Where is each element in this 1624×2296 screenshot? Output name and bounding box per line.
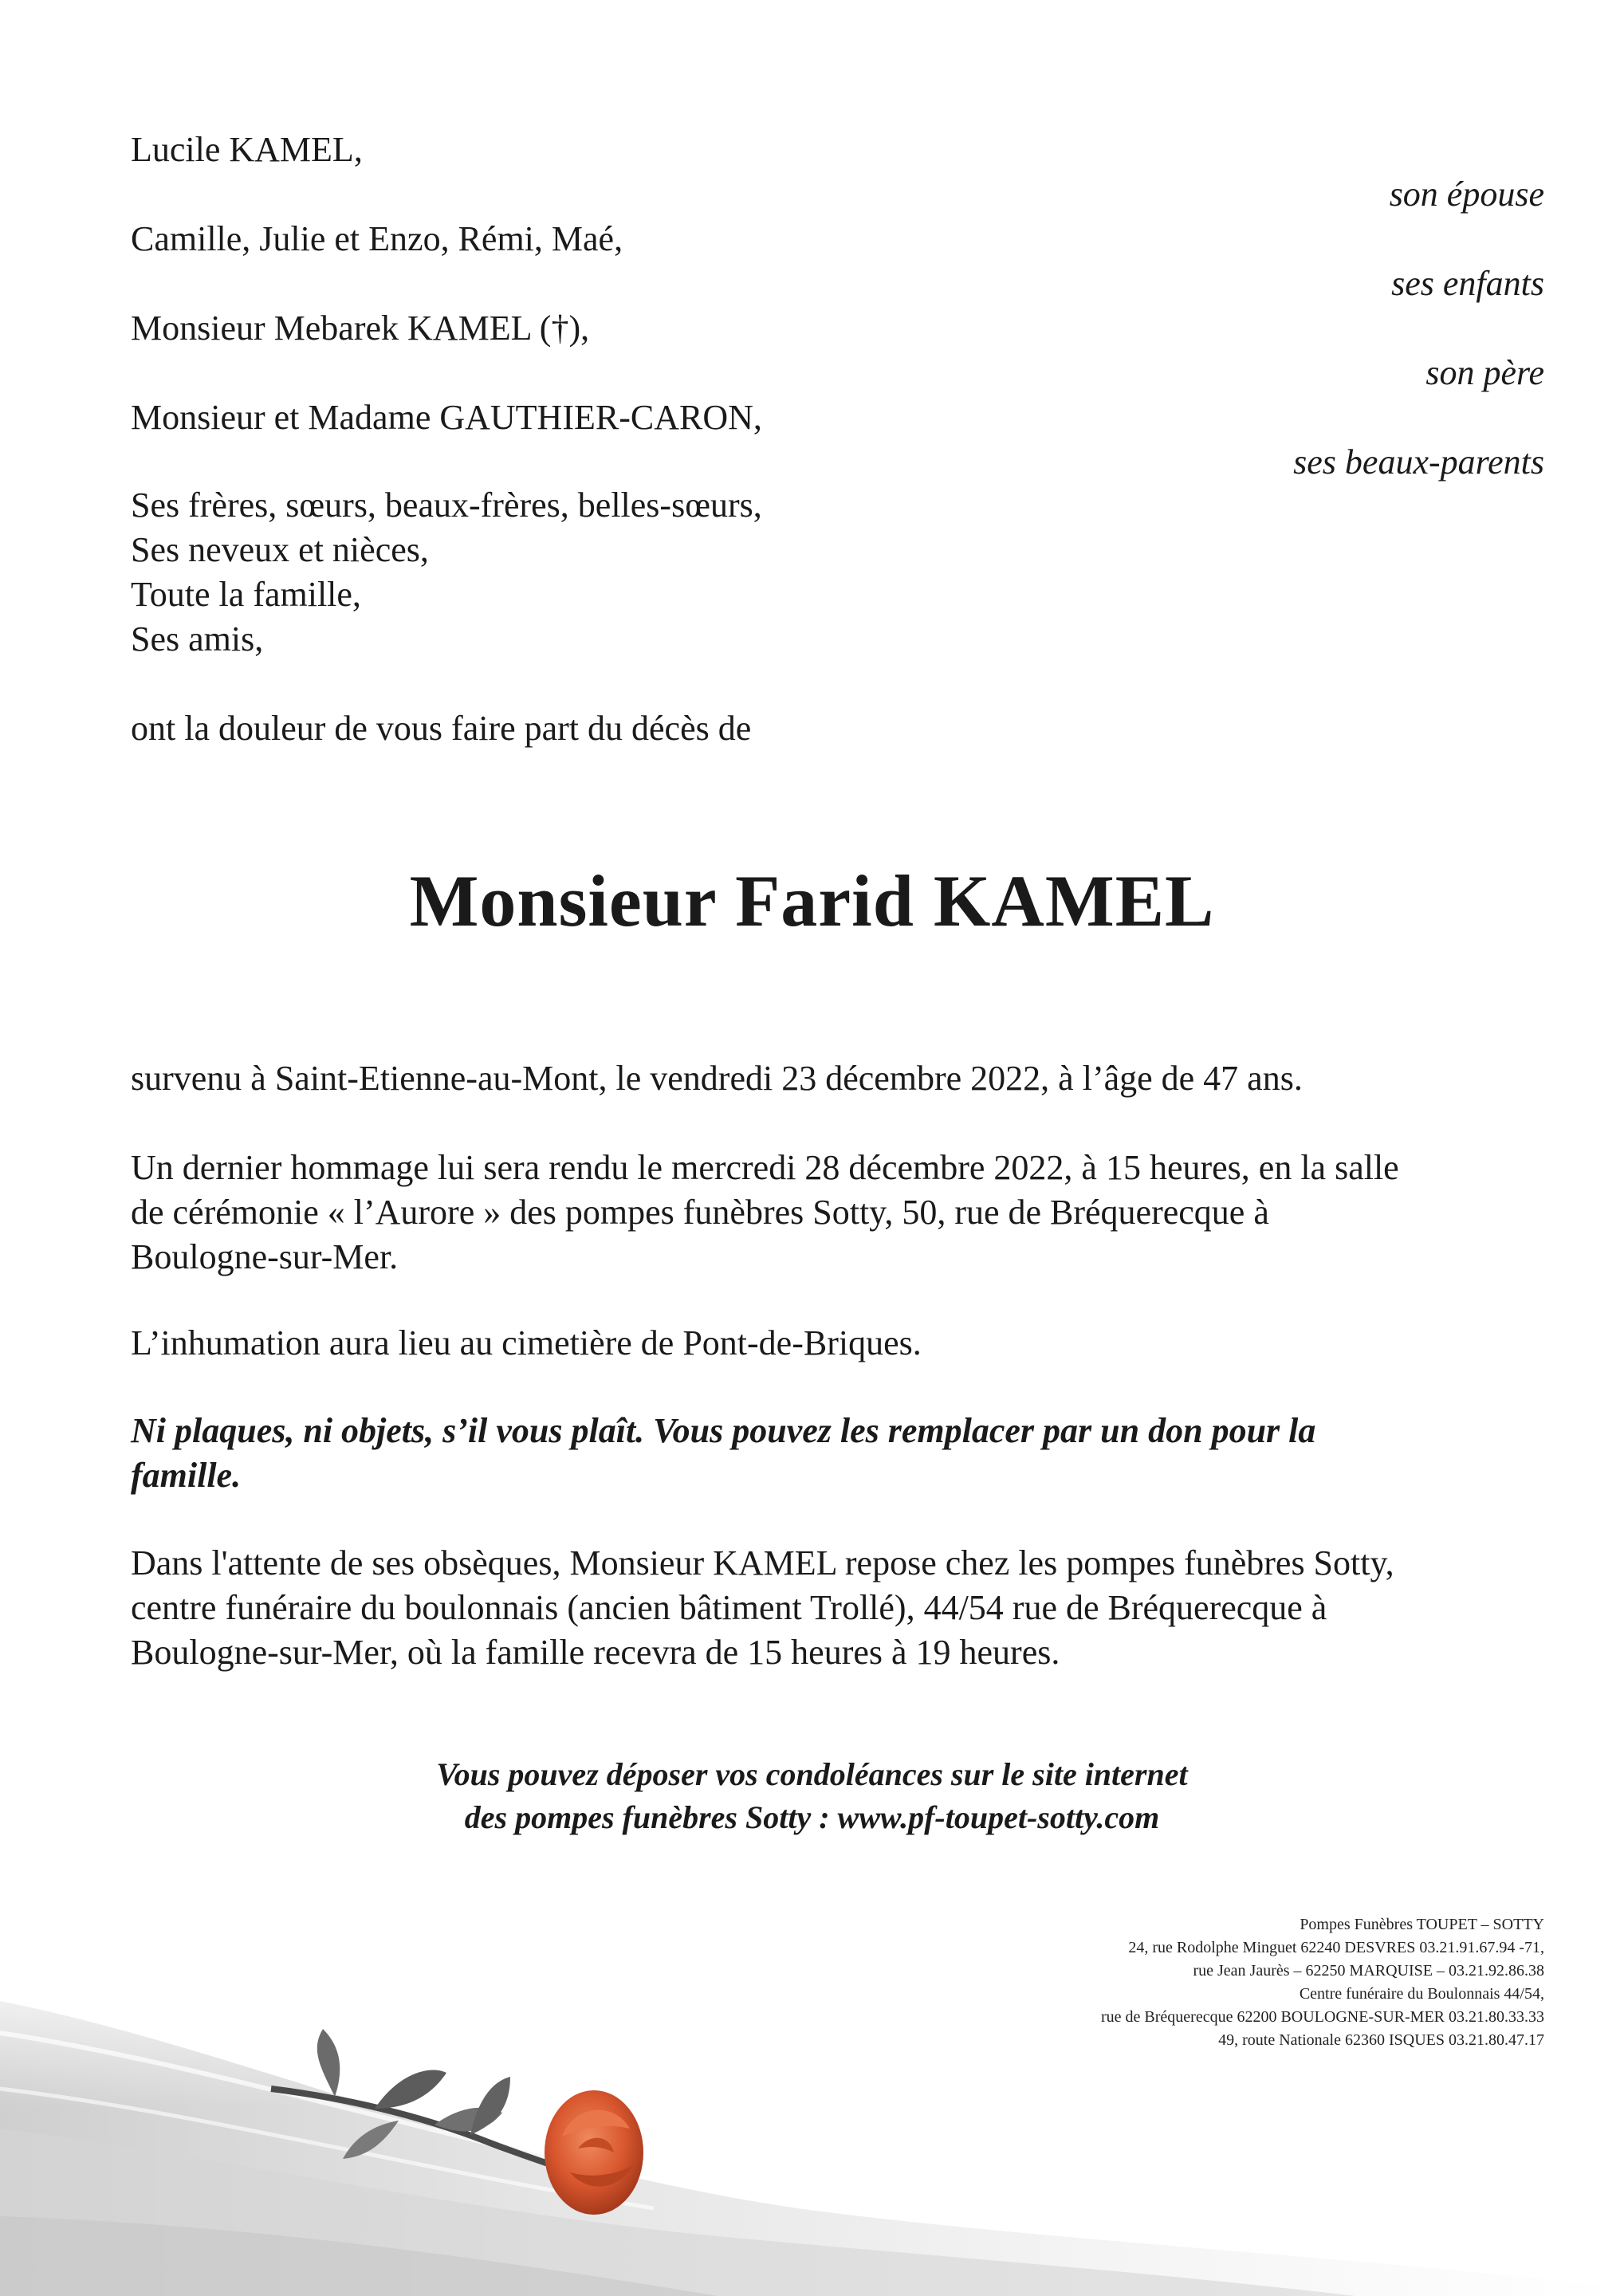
others-line: Ses neveux et nièces, xyxy=(131,530,429,569)
visitation-line: Dans l'attente de ses obsèques, Monsieur KAMEL repose chez les pompes funèbres Sotty, xyxy=(131,1543,1394,1582)
funeral-home-contact-line: rue de Bréquerecque 62200 BOULOGNE-SUR-MER 03.21.80.33.33 xyxy=(1100,2008,1544,2026)
condolences-line: des pompes funèbres Sotty : www.pf-toupet-sotty.com xyxy=(464,1799,1160,1835)
others-line: Ses amis, xyxy=(131,619,264,659)
others-line: Toute la famille, xyxy=(131,575,361,614)
funeral-home-contact-line: 24, rue Rodolphe Minguet 62240 DESVRES 03.21.91.67.94 -71, xyxy=(1128,1939,1544,1956)
role-wife: son épouse xyxy=(1389,175,1544,214)
ceremony-line: de cérémonie « l’Aurore » des pompes funèbres Sotty, 50, rue de Bréquerecque à xyxy=(131,1193,1269,1232)
funeral-home-contact-line: rue Jean Jaurès – 62250 MARQUISE – 03.21.92.86.38 xyxy=(1193,1962,1544,1980)
children-names: Camille, Julie et Enzo, Rémi, Maé, xyxy=(131,219,623,258)
request-line: Ni plaques, ni objets, s’il vous plaît. Vous pouvez les remplacer par un don pour la xyxy=(131,1411,1316,1450)
role-children: ses enfants xyxy=(1391,264,1544,303)
father-name: Monsieur Mebarek KAMEL (†), xyxy=(131,309,590,348)
condolences-line: Vous pouvez déposer vos condoléances sur le site internet xyxy=(436,1756,1188,1792)
burial-info: L’inhumation aura lieu au cimetière de Pont-de-Briques. xyxy=(131,1323,922,1362)
ceremony-line: Un dernier hommage lui sera rendu le mercredi 28 décembre 2022, à 15 heures, en la salle xyxy=(131,1148,1399,1187)
funeral-home-contact-line: Pompes Funèbres TOUPET – SOTTY xyxy=(1300,1916,1544,1933)
others-line: Ses frères, sœurs, beaux-frères, belles-sœurs, xyxy=(131,486,762,525)
funeral-home-contact-line: 49, route Nationale 62360 ISQUES 03.21.80.47.17 xyxy=(1218,2031,1544,2049)
visitation-line: Boulogne-sur-Mer, où la famille recevra de 15 heures à 19 heures. xyxy=(131,1633,1060,1672)
visitation-line: centre funéraire du boulonnais (ancien bâtiment Trollé), 44/54 rue de Bréquerecque à xyxy=(131,1588,1327,1627)
request-line: famille. xyxy=(131,1456,242,1495)
death-info: survenu à Saint-Etienne-au-Mont, le vendredi 23 décembre 2022, à l’âge de 47 ans. xyxy=(131,1059,1303,1098)
rose-flower xyxy=(545,2090,643,2215)
role-father: son père xyxy=(1425,353,1544,392)
ceremony-line: Boulogne-sur-Mer. xyxy=(131,1237,399,1276)
wife-name: Lucile KAMEL, xyxy=(131,130,363,169)
announcement: ont la douleur de vous faire part du décès de xyxy=(131,709,752,748)
role-in-laws: ses beaux-parents xyxy=(1293,442,1544,482)
in-laws-names: Monsieur et Madame GAUTHIER-CARON, xyxy=(131,398,762,437)
deceased-name: Monsieur Farid KAMEL xyxy=(409,860,1215,942)
funeral-home-contact-line: Centre funéraire du Boulonnais 44/54, xyxy=(1299,1985,1544,2003)
